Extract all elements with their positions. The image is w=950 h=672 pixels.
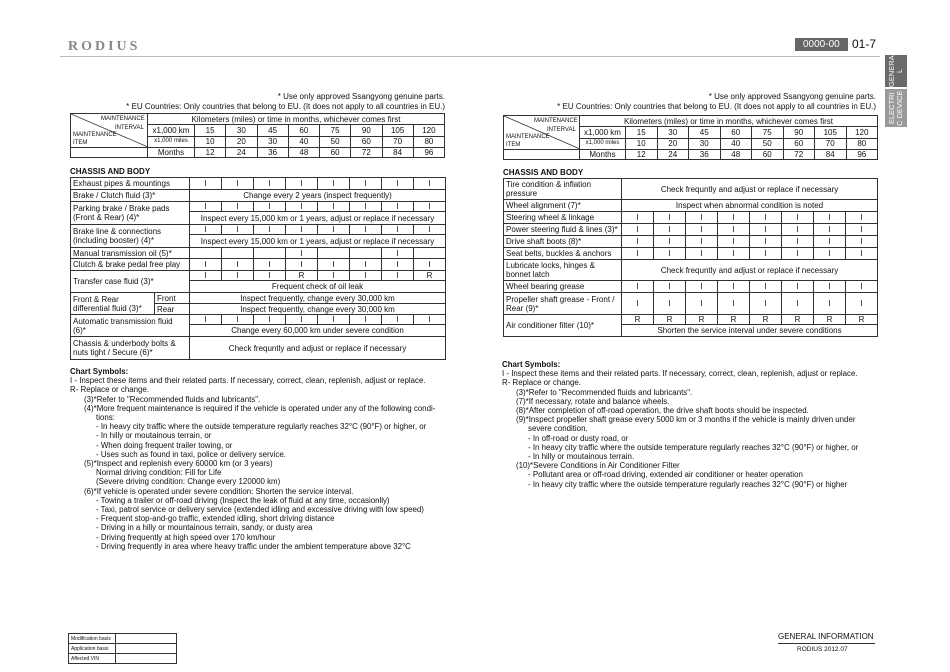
months-value: 36	[257, 148, 288, 158]
interval-cell: I	[718, 281, 750, 293]
tab-electric-label: ELECTRI C DEVICE	[887, 90, 904, 126]
modification-basis-label: Modification basis	[69, 634, 116, 644]
interval-cell: R	[622, 315, 654, 325]
months-value: 48	[288, 148, 319, 158]
interval-cell: I	[654, 224, 686, 236]
km-value: 75	[752, 127, 784, 138]
interval-cell: I	[318, 178, 350, 190]
row-label-months: Months	[580, 150, 626, 160]
symbol-line: (Severe driving condition: Change every 120000 km)	[96, 477, 281, 487]
symbol-line: severe condition.	[528, 424, 588, 434]
section-title-right: CHASSIS AND BODY	[503, 168, 584, 177]
chart-symbols-right	[502, 360, 858, 489]
modification-box	[68, 633, 177, 664]
miles-value: 60	[351, 136, 382, 147]
interval-cell: I	[254, 225, 286, 235]
header-rule	[60, 56, 880, 57]
symbol-line: Normal driving condition: Fill for Life	[96, 468, 222, 478]
interval-cell: I	[846, 212, 878, 224]
span-cell: Inspect every 15,000 km or 1 years, adjust or replace if necessary	[190, 235, 446, 248]
interval-label: INTERVAL	[115, 125, 144, 131]
interval-cell: I	[190, 225, 222, 235]
span-cell: Inspect frequently, change every 30,000 km	[190, 293, 446, 304]
interval-cell: R	[782, 315, 814, 325]
symbol-line: - In heavy city traffic where the outside temperature regularly reaches 32°C (90°F) or higher, or	[528, 442, 859, 452]
miles-value: 40	[288, 136, 319, 147]
interval-cell	[190, 248, 222, 259]
symbol-line: - Driving in a hilly or mountainous terrain, sandy, or dusty area	[96, 523, 313, 533]
item-label: Wheel bearing grease	[504, 281, 622, 293]
interval-cell: I	[750, 293, 782, 315]
interval-cell: I	[318, 259, 350, 271]
interval-cell: I	[222, 271, 254, 281]
tab-electric-device[interactable]	[885, 89, 907, 127]
interval-table-right	[503, 115, 878, 160]
interval-cell: I	[718, 248, 750, 260]
interval-cell: I	[814, 281, 846, 293]
interval-cell: I	[222, 178, 254, 190]
diagonal-header-cell	[71, 114, 148, 148]
interval-cell: I	[254, 271, 286, 281]
table-row	[504, 236, 878, 248]
interval-cell: R	[286, 271, 318, 281]
km-value: 30	[226, 125, 257, 136]
symbol-line: Chart Symbols:	[502, 360, 561, 369]
interval-cell: I	[814, 212, 846, 224]
months-value: 84	[815, 150, 847, 160]
interval-cell	[414, 248, 446, 259]
item-label: Wheel alignment (7)*	[504, 200, 622, 212]
interval-cell: I	[814, 248, 846, 260]
span-cell: Inspect frequently, change every 30,000 km	[190, 304, 446, 315]
span-cell: Check frequntly and adjust or replace if necessary	[622, 260, 878, 281]
table-row	[71, 337, 446, 360]
item-label: Power steering fluid & lines (3)*	[504, 224, 622, 236]
interval-cell: I	[750, 236, 782, 248]
eu-note-right: * EU Countries: Only countries that belong to EU. (It does not apply to all countries in EU.)	[557, 102, 876, 111]
interval-cell: I	[622, 224, 654, 236]
symbol-line: I - Inspect these items and their related parts. If necessary, correct, clean, replenish, adjust or replace.	[502, 369, 858, 379]
interval-cell: I	[686, 212, 718, 224]
symbol-line: (5)*Inspect and replenish every 60000 km (or 3 years)	[84, 459, 273, 469]
modification-basis-value[interactable]	[116, 634, 177, 644]
span-cell: Inspect every 15,000 km or 1 years, adjust or replace if necessary	[190, 212, 446, 225]
item-label: Drive shaft boots (8)*	[504, 236, 622, 248]
interval-cell: I	[254, 178, 286, 190]
interval-cell: R	[654, 315, 686, 325]
symbol-line: (3)*Refer to "Recommended fluids and lubricants".	[516, 387, 693, 397]
table-row	[504, 212, 878, 224]
interval-cell: I	[382, 178, 414, 190]
item-label: Transfer case fluid (3)*	[71, 271, 190, 293]
maintenance-label-2: MAINTENANCE	[506, 134, 550, 140]
interval-cell: I	[718, 224, 750, 236]
table-row	[504, 260, 878, 281]
interval-cell: I	[782, 212, 814, 224]
maintenance-label: MAINTENANCE	[101, 116, 145, 122]
item-label: Tire condition & inflation pressure	[504, 179, 622, 200]
symbol-line: (8)*After completion of off-road operation, the drive shaft boots should be inspected.	[516, 406, 809, 416]
interval-cell: I	[654, 281, 686, 293]
row-label-miles: x1,000 miles	[580, 138, 626, 149]
km-title: Kilometers (miles) or time in months, whichever comes first	[148, 114, 445, 125]
km-value: 105	[382, 125, 413, 136]
km-value: 120	[413, 125, 444, 136]
interval-cell: I	[190, 271, 222, 281]
km-value: 15	[626, 127, 658, 138]
interval-cell: I	[414, 315, 446, 325]
genuine-note-left: * Use only approved Ssangyong genuine parts.	[277, 92, 445, 101]
interval-cell: I	[750, 281, 782, 293]
item-label: Automatic transmission fluid (6)*	[71, 315, 190, 337]
item-label: Parking brake / Brake pads (Front & Rear) (4)*	[71, 202, 190, 225]
interval-table-left	[70, 113, 445, 158]
interval-cell: I	[350, 225, 382, 235]
interval-cell: I	[846, 293, 878, 315]
row-label-km: x1,000 km	[580, 127, 626, 138]
interval-cell: I	[318, 202, 350, 212]
table-row	[504, 315, 878, 325]
interval-cell: I	[414, 225, 446, 235]
table-row	[71, 190, 446, 202]
table-row	[504, 179, 878, 200]
symbol-line: R- Replace or change.	[502, 378, 581, 388]
symbol-line: - In hilly or moutainous terrain.	[528, 452, 635, 462]
interval-cell: I	[622, 236, 654, 248]
interval-cell: I	[654, 236, 686, 248]
interval-cell: I	[782, 224, 814, 236]
miles-value: 30	[689, 138, 721, 149]
diagonal-header-cell	[504, 116, 580, 150]
application-basis-value[interactable]	[116, 644, 177, 654]
section-code: 0000-00	[795, 38, 848, 51]
symbol-line: - In heavy city traffic where the outside temperature regularly reaches 32°C (90°F) or higher	[528, 479, 848, 489]
miles-value: 80	[413, 136, 444, 147]
symbol-line: I - Inspect these items and their related parts. If necessary, correct, clean, replenish, adjust or replace.	[70, 376, 426, 386]
item-label: Brake line & connections (including booster) (4)*	[71, 225, 190, 248]
symbol-line: - Pollutant area or off-road driving, extended air conditioner or heater operation	[528, 470, 803, 480]
months-value: 24	[226, 148, 257, 158]
interval-cell: I	[782, 281, 814, 293]
sub-label: Rear	[155, 304, 190, 315]
page-number: 01-7	[852, 37, 877, 51]
interval-cell: I	[750, 212, 782, 224]
maintenance-label: MAINTENANCE	[534, 118, 578, 124]
item-label: Seat belts, buckles & anchors	[504, 248, 622, 260]
symbol-line: tions:	[96, 413, 115, 423]
interval-cell: I	[622, 212, 654, 224]
item-label: Propeller shaft grease - Front / Rear (9)*	[504, 293, 622, 315]
symbol-line: - Driving frequently in area where heavy traffic under the ambient temperature above 32°C	[96, 541, 411, 551]
span-cell: Change every 2 years (inspect frequently)	[190, 190, 446, 202]
interval-cell: R	[718, 315, 750, 325]
eu-note-left: * EU Countries: Only countries that belong to EU. (It does not apply to all countries in EU.)	[126, 102, 445, 111]
interval-cell: I	[286, 202, 318, 212]
interval-cell: I	[382, 248, 414, 259]
interval-cell: R	[750, 315, 782, 325]
interval-cell: I	[350, 259, 382, 271]
interval-cell: I	[718, 293, 750, 315]
km-title: Kilometers (miles) or time in months, whichever comes first	[580, 116, 878, 127]
span-cell: Frequent check of oil leak	[190, 281, 446, 293]
interval-cell: I	[814, 293, 846, 315]
miles-value: 50	[752, 138, 784, 149]
interval-cell: I	[414, 259, 446, 271]
months-value: 24	[657, 150, 689, 160]
span-cell: Check frequntly and adjust or replace if necessary	[622, 179, 878, 200]
km-value: 60	[288, 125, 319, 136]
interval-cell: I	[686, 236, 718, 248]
table-row	[71, 271, 446, 281]
symbol-line: - Taxi, patrol service or delivery service (extended idling and excessive driving with low speed)	[96, 505, 424, 515]
footer-rule	[778, 643, 875, 644]
interval-cell	[254, 248, 286, 259]
symbol-line: - In hilly or moutainous terrain, or	[96, 431, 212, 441]
span-cell: Change every 60,000 km under severe condition	[190, 325, 446, 337]
interval-cell: I	[254, 315, 286, 325]
span-cell: Check frequntly and adjust or replace if necessary	[190, 337, 446, 360]
table-row	[71, 259, 446, 271]
km-value: 105	[815, 127, 847, 138]
interval-cell: I	[222, 315, 254, 325]
interval-cell: I	[254, 202, 286, 212]
span-cell: Shorten the service interval under severe conditions	[622, 325, 878, 337]
miles-value: 50	[320, 136, 351, 147]
affected-vin-label: Affected VIN	[69, 654, 116, 664]
symbol-line: - Towing a trailer or off-road driving (Inspect the leak of fluid at any time, occasionlly)	[96, 495, 390, 505]
table-row	[71, 202, 446, 212]
symbol-line: - In heavy city traffic where the outside temperature regularly reaches 32°C (90°F) or higher, or	[96, 422, 427, 432]
interval-cell: I	[814, 236, 846, 248]
interval-cell: R	[686, 315, 718, 325]
symbol-line: - In off-road or dusty road, or	[528, 433, 629, 443]
interval-cell: I	[846, 281, 878, 293]
symbol-line: (10)*Severe Conditions in Air Conditioner Filter	[516, 461, 680, 471]
interval-cell: I	[654, 212, 686, 224]
months-value: 12	[195, 148, 226, 158]
interval-cell: I	[622, 248, 654, 260]
interval-cell: R	[846, 315, 878, 325]
row-label-miles: x1,000 miles	[148, 136, 195, 147]
miles-value: 20	[226, 136, 257, 147]
km-value: 15	[195, 125, 226, 136]
interval-cell: I	[222, 202, 254, 212]
miles-value: 30	[257, 136, 288, 147]
interval-cell: I	[318, 315, 350, 325]
interval-cell: I	[190, 259, 222, 271]
interval-cell: I	[686, 293, 718, 315]
symbol-line: Chart Symbols:	[70, 367, 129, 376]
symbol-line: - Uses such as found in taxi, police or delivery service.	[96, 449, 286, 459]
interval-cell: I	[686, 248, 718, 260]
months-value: 60	[752, 150, 784, 160]
km-value: 30	[657, 127, 689, 138]
span-cell: Inspect when abnormal condition is noted	[622, 200, 878, 212]
interval-cell: I	[654, 248, 686, 260]
symbol-line: (7)*If necessary, rotate and balance wheels.	[516, 396, 670, 406]
item-label: ITEM	[73, 140, 88, 146]
miles-value: 70	[382, 136, 413, 147]
interval-cell: I	[190, 315, 222, 325]
interval-cell: I	[350, 178, 382, 190]
symbol-line: - Frequent stop-and-go traffic, extended idling, short driving distance	[96, 514, 335, 524]
item-label: ITEM	[506, 142, 521, 148]
km-value: 60	[720, 127, 752, 138]
interval-cell: I	[846, 224, 878, 236]
miles-value: 80	[846, 138, 878, 149]
application-basis-label: Application basis	[69, 644, 116, 654]
tab-general-label: GENERA L	[887, 55, 904, 87]
item-label: Chassis & underbody bolts & nuts tight / Secure (6)*	[71, 337, 190, 360]
interval-cell: I	[750, 224, 782, 236]
symbol-line: (3)*Refer to "Recommended fluids and lubricants".	[84, 394, 261, 404]
symbol-line: (9)*Inspect propeller shaft grease every 5000 km or 3 months if the vehicle is mainly driven under	[516, 415, 856, 425]
miles-value: 60	[783, 138, 815, 149]
symbol-line: - When doing frequent trailer towing, or	[96, 440, 233, 450]
km-value: 45	[689, 127, 721, 138]
interval-cell: I	[190, 202, 222, 212]
interval-cell: I	[382, 315, 414, 325]
interval-cell	[318, 248, 350, 259]
chassis-table-right	[503, 178, 878, 337]
table-row	[71, 248, 446, 259]
interval-cell: I	[222, 259, 254, 271]
interval-cell	[222, 248, 254, 259]
interval-cell: I	[686, 224, 718, 236]
interval-cell: I	[382, 225, 414, 235]
interval-cell: I	[318, 271, 350, 281]
table-row	[71, 293, 446, 304]
interval-cell: I	[382, 259, 414, 271]
interval-cell: R	[814, 315, 846, 325]
months-value: 36	[689, 150, 721, 160]
chassis-table-left	[70, 177, 446, 360]
item-label: Brake / Clutch fluid (3)*	[71, 190, 190, 202]
item-label: Clutch & brake pedal free play	[71, 259, 190, 271]
months-value: 96	[846, 150, 878, 160]
interval-cell: I	[686, 281, 718, 293]
item-label: Front & Rear differential fluid (3)*	[71, 293, 155, 315]
miles-value: 10	[626, 138, 658, 149]
interval-cell: I	[350, 202, 382, 212]
interval-cell: I	[382, 202, 414, 212]
table-row	[71, 225, 446, 235]
miles-value: 70	[815, 138, 847, 149]
row-label-months: Months	[148, 148, 195, 158]
symbol-line: R- Replace or change.	[70, 385, 149, 395]
interval-cell: I	[286, 225, 318, 235]
interval-cell: I	[622, 293, 654, 315]
months-value: 60	[320, 148, 351, 158]
row-label-km: x1,000 km	[148, 125, 195, 136]
interval-cell: I	[286, 178, 318, 190]
interval-cell: I	[286, 259, 318, 271]
interval-cell: I	[814, 224, 846, 236]
interval-cell: I	[286, 248, 318, 259]
km-value: 120	[846, 127, 878, 138]
interval-cell: I	[718, 236, 750, 248]
interval-cell: I	[190, 178, 222, 190]
footer-model: RODIUS 2012.07	[797, 646, 848, 653]
item-label: Manual transmission oil (5)*	[71, 248, 190, 259]
miles-value: 40	[720, 138, 752, 149]
months-value: 84	[382, 148, 413, 158]
maintenance-label-2: MAINTENANCE	[73, 132, 117, 138]
interval-cell: I	[382, 271, 414, 281]
interval-cell: I	[654, 293, 686, 315]
section-title-left: CHASSIS AND BODY	[70, 167, 151, 176]
interval-cell: I	[414, 178, 446, 190]
months-value: 96	[413, 148, 444, 158]
genuine-note-right: * Use only approved Ssangyong genuine parts.	[708, 92, 876, 101]
brand-logo: RODIUS	[68, 39, 141, 54]
miles-value: 10	[195, 136, 226, 147]
table-row	[504, 293, 878, 315]
table-row	[504, 200, 878, 212]
km-value: 45	[257, 125, 288, 136]
symbol-line: (6)*If vehicle is operated under severe condition: Shorten the service interval.	[84, 486, 354, 496]
interval-cell: I	[318, 225, 350, 235]
symbol-line: - Driving frequently at high speed over 170 km/hour	[96, 532, 276, 542]
affected-vin-value[interactable]	[116, 654, 177, 664]
interval-cell: R	[414, 271, 446, 281]
interval-label: INTERVAL	[547, 127, 576, 133]
symbol-line: (4)*More frequent maintenance is required if the vehicle is operated under any of the following condi-	[84, 403, 436, 413]
interval-cell: I	[222, 225, 254, 235]
interval-cell: I	[846, 248, 878, 260]
interval-cell: I	[782, 236, 814, 248]
item-label: Air conditioner filter (10)*	[504, 315, 622, 337]
tab-general[interactable]	[885, 55, 907, 87]
interval-cell: I	[350, 271, 382, 281]
interval-cell: I	[750, 248, 782, 260]
interval-cell: I	[414, 202, 446, 212]
interval-cell: I	[622, 281, 654, 293]
interval-cell: I	[846, 236, 878, 248]
chart-symbols-left	[70, 367, 435, 551]
km-value: 90	[351, 125, 382, 136]
table-row	[504, 224, 878, 236]
item-label: Exhaust pipes & mountings	[71, 178, 190, 190]
table-row	[71, 315, 446, 325]
km-value: 90	[783, 127, 815, 138]
item-label: Steering wheel & linkage	[504, 212, 622, 224]
table-row	[504, 248, 878, 260]
months-value: 12	[626, 150, 658, 160]
footer-general: GENERAL INFORMATION	[778, 632, 874, 641]
table-row	[504, 281, 878, 293]
interval-cell: I	[718, 212, 750, 224]
table-row	[71, 178, 446, 190]
interval-cell: I	[286, 315, 318, 325]
interval-cell	[350, 248, 382, 259]
months-value: 72	[783, 150, 815, 160]
interval-cell: I	[782, 248, 814, 260]
item-label: Lubricate locks, hinges & bonnet latch	[504, 260, 622, 281]
interval-cell: I	[782, 293, 814, 315]
km-value: 75	[320, 125, 351, 136]
interval-cell: I	[254, 259, 286, 271]
months-value: 72	[351, 148, 382, 158]
months-value: 48	[720, 150, 752, 160]
miles-value: 20	[657, 138, 689, 149]
sub-label: Front	[155, 293, 190, 304]
interval-cell: I	[350, 315, 382, 325]
